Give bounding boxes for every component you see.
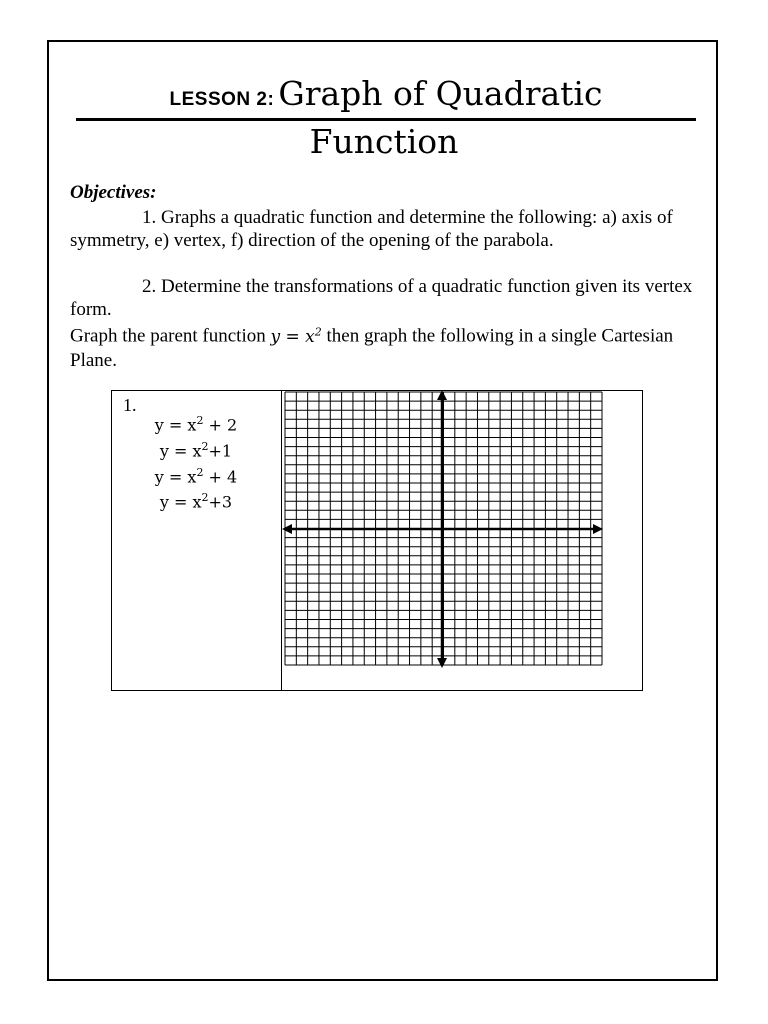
objective-item-1-text: 1. Graphs a quadratic function and determine the following: a) axis of symmetry, e) vertex, f) direction of the opening of the parabola. bbox=[70, 207, 673, 251]
equation-2-base: y = x bbox=[159, 441, 202, 461]
equation-1-exponent: 2 bbox=[196, 414, 204, 427]
instruction-after: then graph the following in a single Cartesian Plane. bbox=[70, 325, 674, 371]
parent-function bbox=[270, 327, 321, 347]
equation-4-rest: +3 bbox=[208, 492, 233, 512]
equation-4-exponent: 2 bbox=[201, 491, 209, 504]
parent-function-exponent: 2 bbox=[314, 325, 322, 338]
equation-3-base: y = x bbox=[154, 467, 197, 487]
exercise-number: 1. bbox=[123, 395, 137, 415]
lesson-title bbox=[76, 74, 696, 121]
lesson-label: LESSON 2: bbox=[169, 89, 275, 110]
x-axis-left-arrow bbox=[282, 524, 292, 534]
equation-4 bbox=[111, 491, 281, 511]
equation-2-rest: +1 bbox=[208, 441, 233, 461]
objective-item-2-text: 2. Determine the transformations of a quadratic function given its vertex form. bbox=[70, 276, 693, 320]
equation-2 bbox=[111, 440, 281, 460]
objectives-heading: Objectives: bbox=[70, 182, 157, 203]
equation-1-rest: + 2 bbox=[203, 415, 238, 435]
graph-instruction bbox=[70, 320, 710, 372]
objective-item-1 bbox=[70, 206, 710, 252]
equations-cell bbox=[112, 391, 282, 690]
lesson-title-part2: Function bbox=[309, 122, 459, 161]
objective-item-2 bbox=[70, 275, 710, 321]
instruction-before: Graph the parent function bbox=[70, 325, 266, 347]
parent-function-base: y = x bbox=[270, 326, 315, 347]
equation-2-exponent: 2 bbox=[201, 440, 209, 453]
equation-4-base: y = x bbox=[159, 492, 202, 512]
y-axis-down-arrow bbox=[437, 658, 447, 668]
equation-3 bbox=[111, 466, 281, 486]
equation-1-base: y = x bbox=[154, 415, 197, 435]
equation-3-rest: + 4 bbox=[203, 467, 238, 487]
equation-3-exponent: 2 bbox=[196, 466, 204, 479]
lesson-title-part1: Graph of Quadratic bbox=[278, 74, 603, 113]
cartesian-plane bbox=[280, 390, 642, 690]
equation-1 bbox=[111, 414, 281, 434]
